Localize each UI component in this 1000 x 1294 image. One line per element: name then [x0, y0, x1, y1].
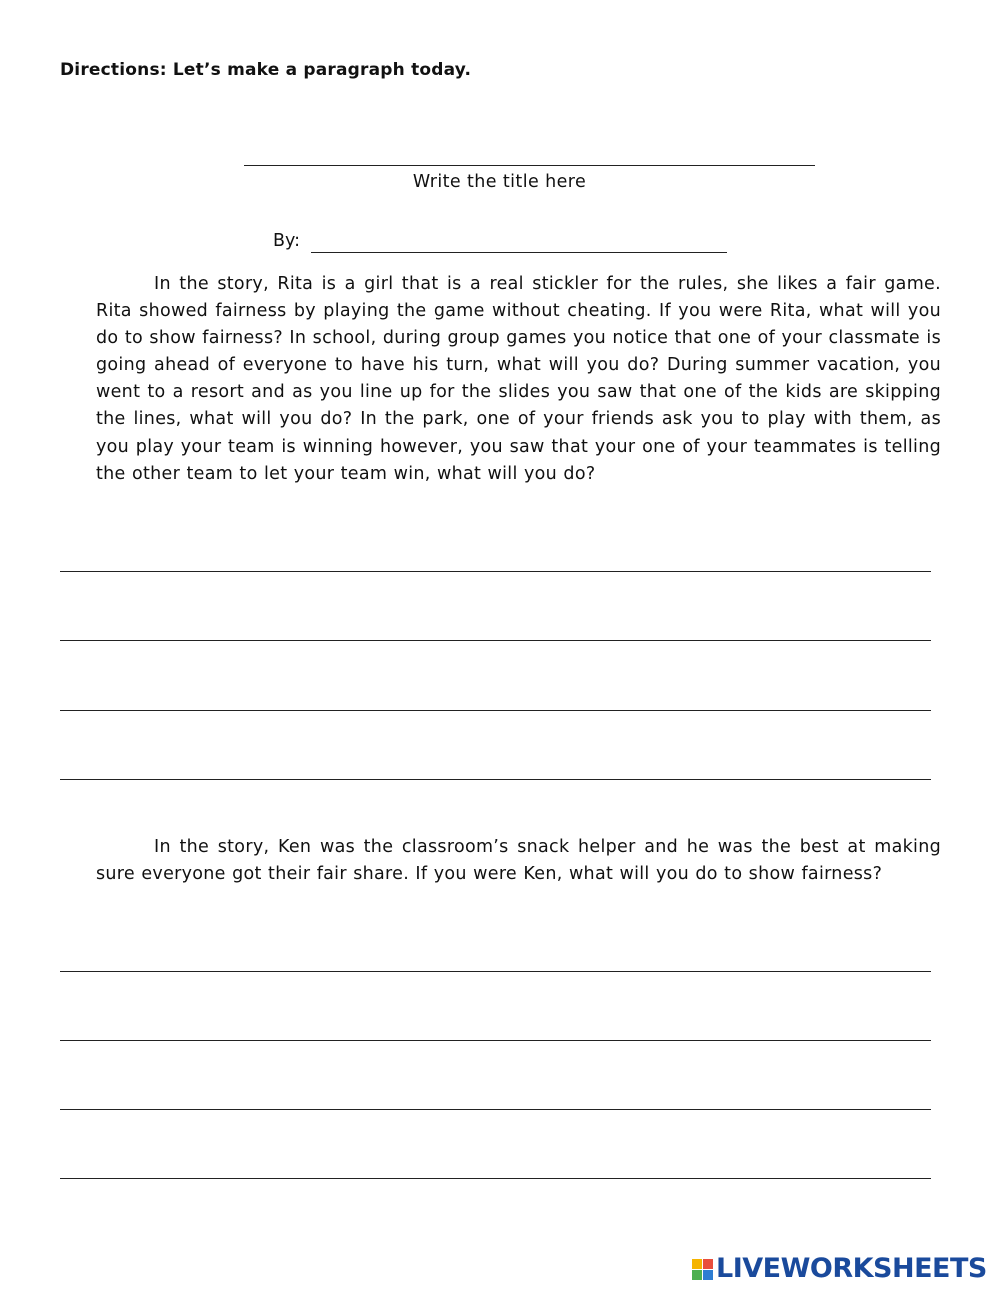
question-2-paragraph: In the story, Ken was the classroom’s snack helper and he was the best at making sure everyone got their fair share. If you were Ken, what will you do to show fairness?: [96, 837, 941, 885]
question-2-answer-line[interactable]: [60, 1178, 931, 1179]
question-1-answer-line[interactable]: [60, 779, 931, 780]
liveworksheets-logo-icon: [692, 1259, 713, 1280]
directions-text: Directions: Let’s make a paragraph today.: [60, 60, 472, 80]
question-2-answer-line[interactable]: [60, 971, 931, 972]
liveworksheets-logo: [692, 1254, 987, 1284]
question-2-answer-line[interactable]: [60, 1109, 931, 1110]
question-1-answer-line[interactable]: [60, 640, 931, 641]
question-1-paragraph: In the story, Rita is a girl that is a real stickler for the rules, she likes a fair game. Rita showed fairness by playing the game without cheating. If you were Rita, what will you do to show fairness? In school, during group games you notice that one of your classmate is going ahead of everyone to have his turn, what will you do? During summer vacation, you went to a resort and as you line up for the slides you saw that one of the kids are skipping the lines, what will you do? In the park, one of your friends ask you to play with them, as you play your team is winning however, you saw that your one of your teammates is telling the other team to let your team win, what will you do?: [96, 274, 941, 484]
author-input-line[interactable]: [311, 252, 727, 253]
by-label: By:: [273, 231, 300, 251]
logo-square-icon: [703, 1259, 713, 1269]
title-caption: Write the title here: [412, 172, 587, 192]
question-1-answer-line[interactable]: [60, 710, 931, 711]
title-input-line[interactable]: [244, 165, 815, 166]
logo-square-icon: [703, 1270, 713, 1280]
liveworksheets-logo-text: LIVEWORKSHEETS: [716, 1253, 987, 1284]
question-1-answer-line[interactable]: [60, 571, 931, 572]
logo-square-icon: [692, 1259, 702, 1269]
question-2-answer-line[interactable]: [60, 1040, 931, 1041]
logo-square-icon: [692, 1270, 702, 1280]
